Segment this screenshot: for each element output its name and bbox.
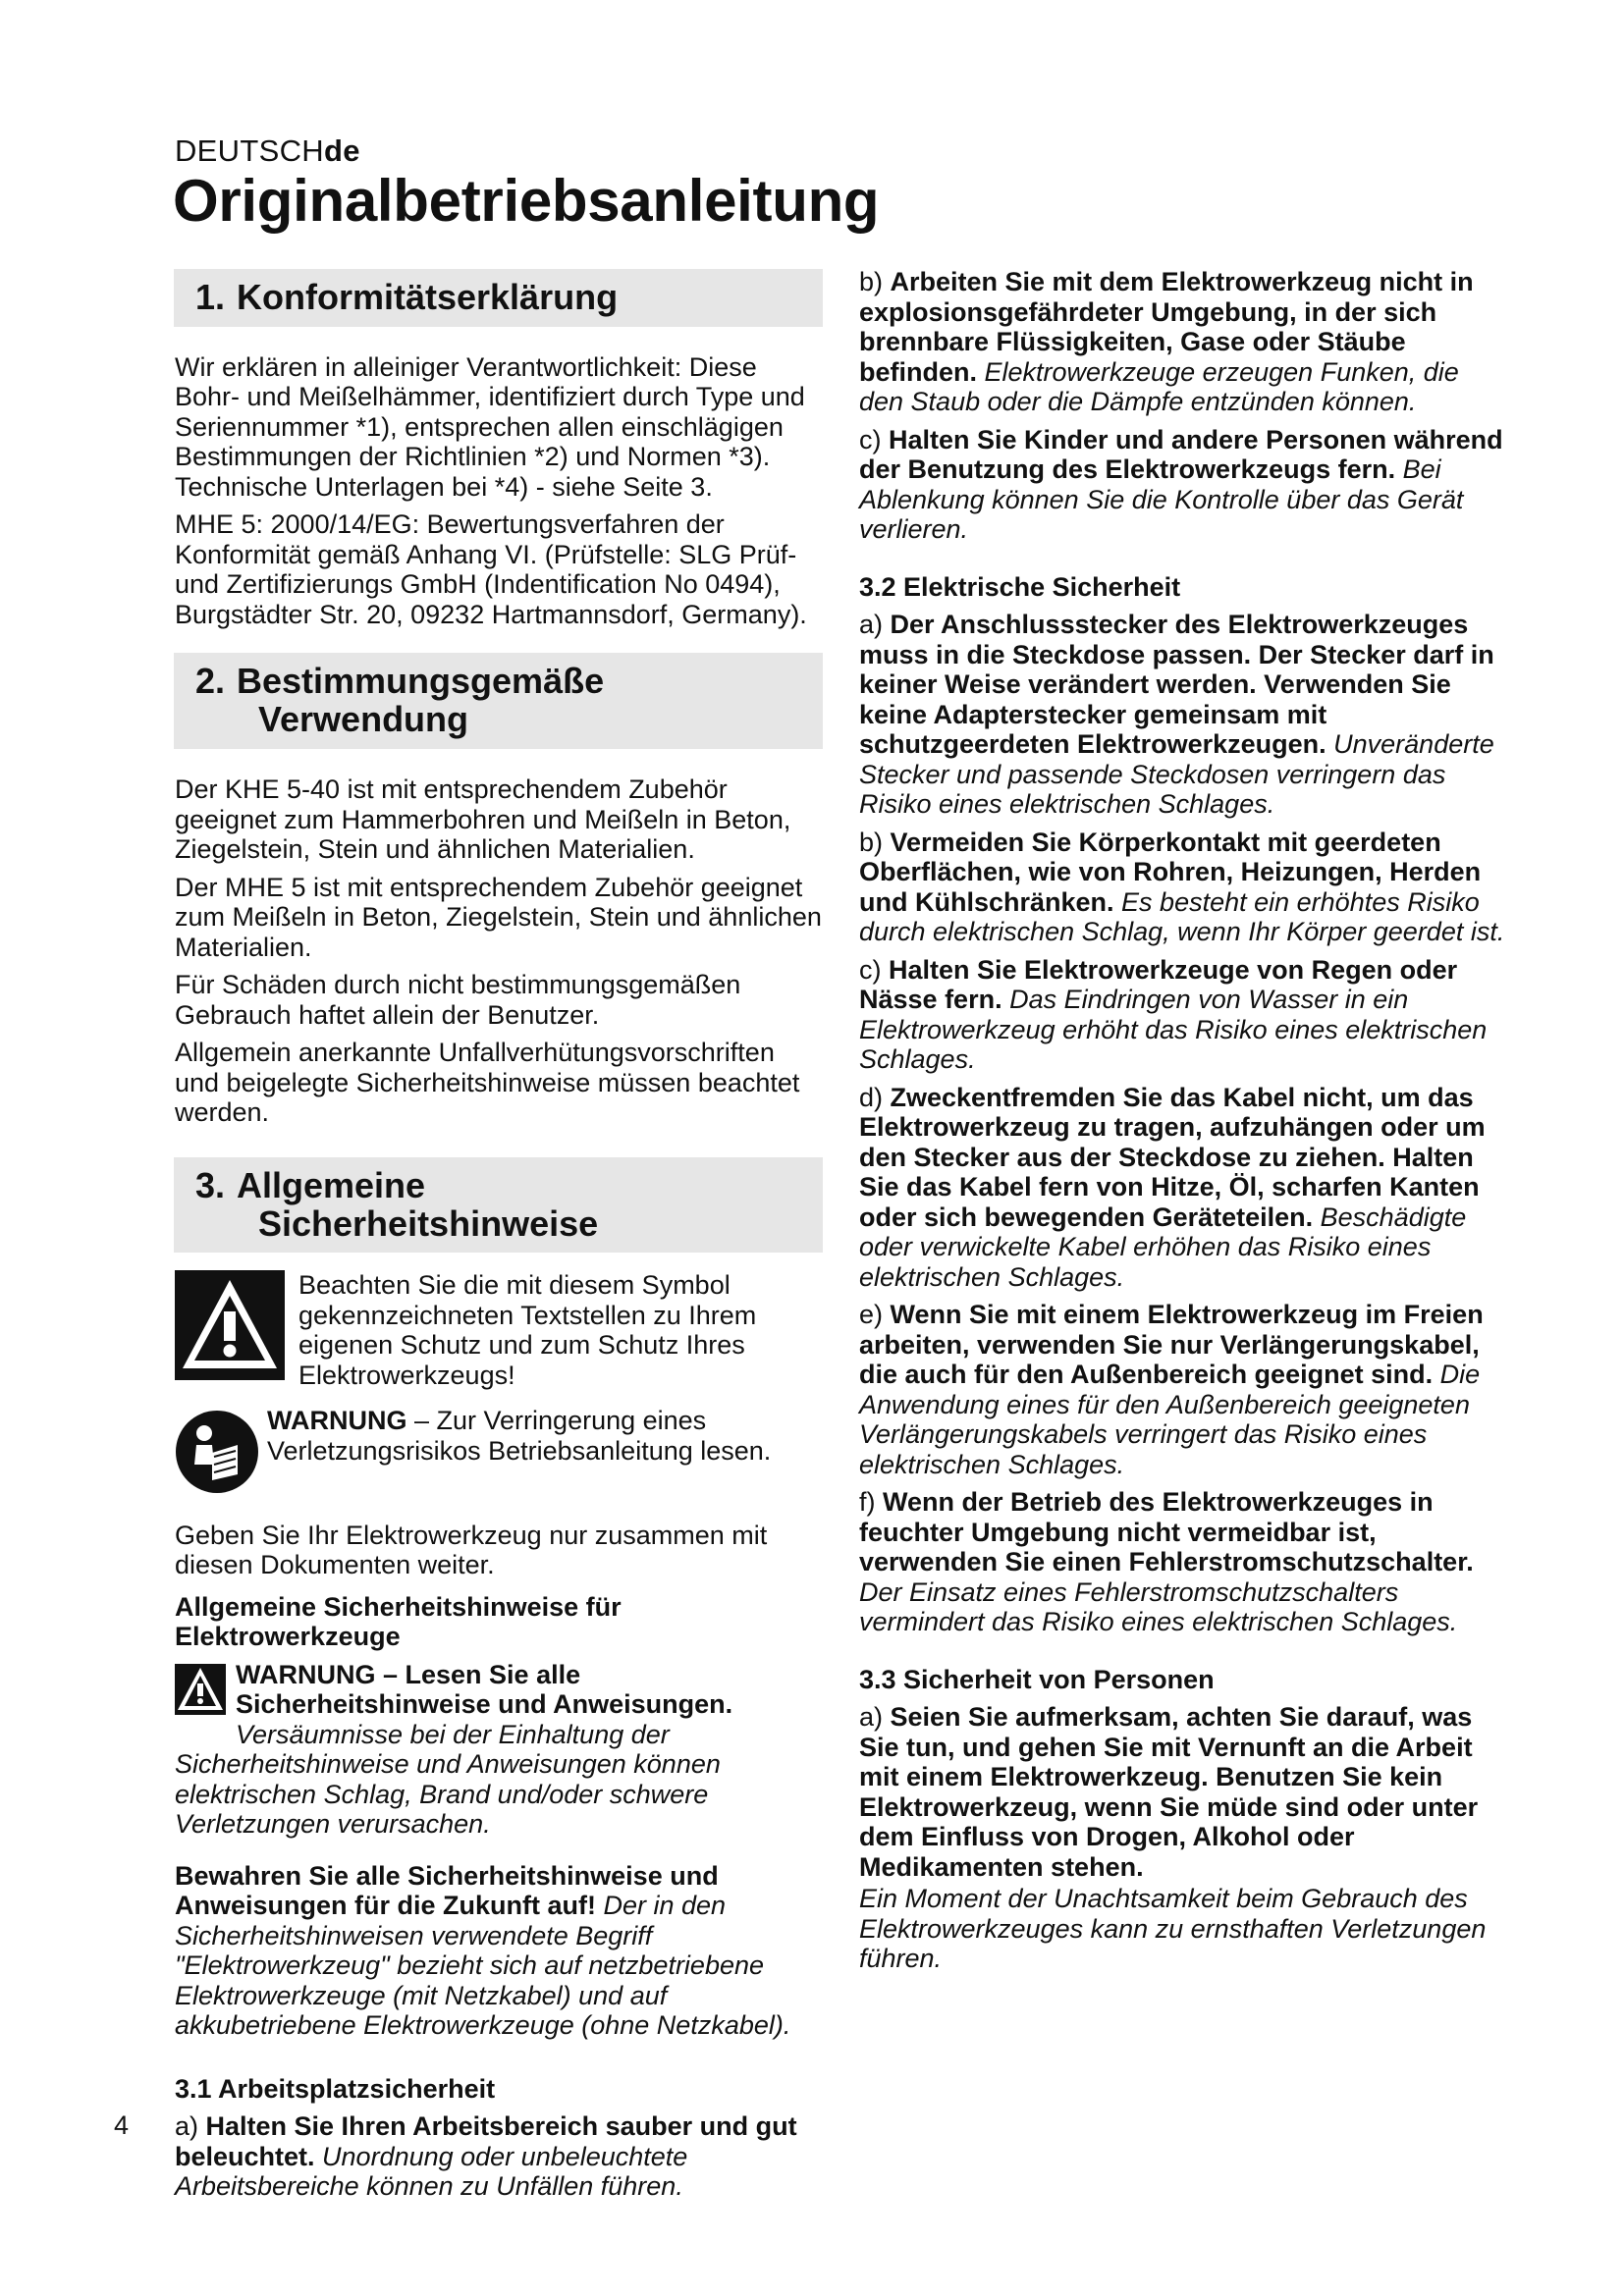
item-3-2-f [859,1487,1507,1637]
conformity-text: Wir erklären in alleiniger Verantwortlichkeit: Diese Bohr- und Meißelhämmer, identifiziert durch Type und Seriennummer *1), entsprechen allen einschlägigen Bestimmungen der Richtlinien *2) und Normen *3). Technische Unterlagen bei *4) - siehe Seite 3. [175,351,805,502]
warning-triangle-small-icon [175,1664,226,1722]
read-manual-warning [175,1406,823,1501]
item-3-2-d [859,1083,1507,1293]
section-title-line1: Allgemeine [237,1164,426,1205]
item-3-1-c [859,425,1507,545]
item-italic: Bei Ablenkung können Sie die Kontrolle über das Gerät verlieren. [859,454,1464,544]
item-bold: Arbeiten Sie mit dem Elektrowerkzeug nicht in explosionsgefährdeter Umgebung, in der sich brennbare Flüssigkeiten, Gase oder Stäube befinden. [859,267,1474,387]
item-3-3-a [859,1702,1507,1882]
item-prefix: e) [859,1300,891,1329]
language-label [175,133,360,169]
item-italic: Die Anwendung eines für den Außenbereich geeigneten Verlängerungskabels verringert das Risiko eines elektrischen Schlages. [859,1360,1481,1479]
language-name: DEUTSCH [175,133,324,168]
warning-symbol-text: Beachten Sie die mit diesem Symbol gekennzeichneten Textstellen zu Ihrem eigenen Schutz und zum Schutz Ihres Elektrowerkzeugs! [298,1270,757,1390]
keep-instructions-bold: Bewahren Sie alle Sicherheitshinweise und Anweisungen für die Zukunft auf! [175,1860,719,1921]
right-column [859,267,1507,1982]
item-italic: Beschädigte oder verwickelte Kabel erhöhen das Risiko eines elektrischen Schlages. [859,1201,1467,1292]
item-3-2-a [859,610,1507,820]
item-bold: Zweckentfremden Sie das Kabel nicht, um das Elektrowerkzeug zu tragen, aufzuhängen oder um den Stecker aus der Steckdose zu ziehen. Halten Sie das Kabel fern von Hitze, Öl, scharfen Kanten oder sich bewegenden Geräteteilen. [859,1082,1486,1232]
section-number: 3. [195,1164,226,1205]
item-prefix: c) [859,954,889,985]
read-manual-icon [175,1410,259,1501]
item-bold: Seien Sie aufmerksam, achten Sie darauf, was Sie tun, und gehen Sie mit Vernunft an die Arbeit mit einem Elektrowerkzeug. Benutzen Sie kein Elektrowerkzeug, wenn Sie müde sind oder unter dem Einfluss von Drogen, Alkohol oder Medikamenten stehen. [859,1702,1479,1882]
item-bold: Der Anschlussstecker des Elektrowerkzeuges muss in die Steckdose passen. Der Stecker darf in keiner Weise verändert werden. Verwenden Sie keine Adapterstecker gemeinsam mit schutzgeerdeten Elektrowerkzeugen. [859,610,1494,759]
section-3-2-heading: 3.2 Elektrische Sicherheit [859,571,1181,602]
section-title-line2: Sicherheitshinweise [258,1202,599,1244]
read-all-warning-italic: Versäumnisse bei der Einhaltung der Sicherheitshinweise und Anweisungen können elektrischen Schlag, Brand und/oder schwere Verletzungen verursachen. [175,1719,721,1840]
section-number: 1. [195,277,226,317]
item-prefix: a) [175,2111,206,2142]
item-prefix: a) [859,610,891,639]
section-number: 2. [195,661,226,702]
general-safety-heading: Allgemeine Sicherheitshinweise für Elektrowerkzeuge [175,1591,622,1652]
item-prefix: d) [859,1082,891,1112]
item-3-1-a [175,2111,823,2202]
item-prefix: a) [859,1702,891,1732]
section-title: Konformitätserklärung [237,277,619,317]
item-italic: Der Einsatz eines Fehlerstromschutzschalters vermindert das Risiko eines elektrischen Schlages. [859,1576,1458,1636]
section-1-heading [174,269,823,327]
usage-khe-text: Der KHE 5-40 ist mit entsprechendem Zubehör geeignet zum Hammerbohren und Meißeln in Beton, Ziegelstein, Stein und ähnlichen Materialien. [175,774,791,865]
keep-instructions-italic: Der in den Sicherheitshinweisen verwendete Begriff "Elektrowerkzeug" bezieht sich auf netzbetriebene Elektrowerkzeuge (mit Netzkabel) und auf akkubetriebene Elektrowerkzeuge (ohne Netzkabel). [175,1891,791,2041]
item-bold: Halten Sie Ihren Arbeitsbereich sauber und gut beleuchtet. [175,2111,797,2171]
item-3-1-b [859,267,1507,417]
keep-instructions-text [175,1861,823,2041]
page-number: 4 [114,2110,130,2140]
item-3-3-a-italic: Ein Moment der Unachtsamkeit beim Gebrauch des Elektrowerkzeuges kann zu ernsthaften Verletzungen führen. [859,1884,1487,1973]
warning-symbol-note [175,1270,823,1390]
item-prefix: b) [859,267,891,296]
item-3-2-b [859,828,1507,947]
item-italic: Unveränderte Stecker und passende Steckdosen verringern das Risiko eines elektrischen Schlages. [859,729,1494,819]
item-bold: Halten Sie Kinder und andere Personen während der Benutzung des Elektrowerkzeugs fern. [859,424,1503,484]
item-italic: Elektrowerkzeuge erzeugen Funken, die den Staub oder die Dämpfe entzünden können. [859,356,1459,416]
item-bold: Wenn Sie mit einem Elektrowerkzeug im Freien arbeiten, verwenden Sie nur Verlängerungskabel, die auch für den Außenbereich geeignet sind. [859,1300,1484,1389]
section-title-line1: Bestimmungsgemäße [237,661,605,702]
item-bold: Halten Sie Elektrowerkzeuge von Regen oder Nässe fern. [859,954,1458,1014]
section-2-heading [174,653,823,749]
usage-regulations-text: Allgemein anerkannte Unfallverhütungsvorschriften und beigelegte Sicherheitshinweise müssen beachtet werden. [175,1038,800,1128]
read-all-warning-bold: WARNUNG – Lesen Sie alle Sicherheitshinweise und Anweisungen. [236,1659,733,1720]
left-column [175,267,823,2210]
item-italic: Unordnung oder unbeleuchtete Arbeitsbereiche können zu Unfällen führen. [175,2141,688,2202]
usage-liability-text: Für Schäden durch nicht bestimmungsgemäßen Gebrauch haftet allein der Benutzer. [175,970,741,1030]
item-3-2-c [859,955,1507,1075]
page-title: Originalbetriebsanleitung [173,168,880,234]
item-prefix: c) [859,424,889,454]
warning-label: WARNUNG [267,1406,407,1436]
pass-on-documents-text: Geben Sie Ihr Elektrowerkzeug nur zusammen mit diesen Dokumenten weiter. [175,1520,768,1580]
item-prefix: f) [859,1487,883,1517]
item-bold: Wenn der Betrieb des Elektrowerkzeuges in feuchter Umgebung nicht vermeidbar ist, verwenden Sie einen Fehlerstromschutzschalter. [859,1487,1474,1576]
conformity-mhe5-text: MHE 5: 2000/14/EG: Bewertungsverfahren der Konformität gemäß Anhang VI. (Prüfstelle: SLG Prüf- und Zertifizierungs GmbH (Indentification No 0494), Burgstädter Str. 20, 09232 Hartmannsdorf, Germany). [175,509,807,629]
section-title-line2: Verwendung [258,699,469,740]
section-3-3-heading: 3.3 Sicherheit von Personen [859,1664,1215,1694]
warning-triangle-icon [175,1270,285,1387]
usage-mhe-text: Der MHE 5 ist mit entsprechendem Zubehör geeignet zum Meißeln in Beton, Ziegelstein, Stein und ähnlichen Materialien. [175,872,822,962]
language-code: de [323,133,360,168]
read-all-warning [175,1660,823,1840]
section-3-heading [174,1157,823,1254]
item-italic: Es besteht ein erhöhtes Risiko durch elektrischen Schlag, wenn Ihr Körper geerdet ist. [859,886,1505,946]
item-italic: Das Eindringen von Wasser in ein Elektrowerkzeug erhöht das Risiko eines elektrischen Schlages. [859,985,1488,1074]
section-3-1-heading: 3.1 Arbeitsplatzsicherheit [175,2073,496,2104]
item-prefix: b) [859,827,891,857]
item-3-2-e [859,1300,1507,1479]
item-bold: Vermeiden Sie Körperkontakt mit geerdeten Oberflächen, wie von Rohren, Heizungen, Herden und Kühlschränken. [859,827,1482,917]
read-manual-text: – Zur Verringerung eines Verletzungsrisikos Betriebsanleitung lesen. [267,1406,772,1466]
